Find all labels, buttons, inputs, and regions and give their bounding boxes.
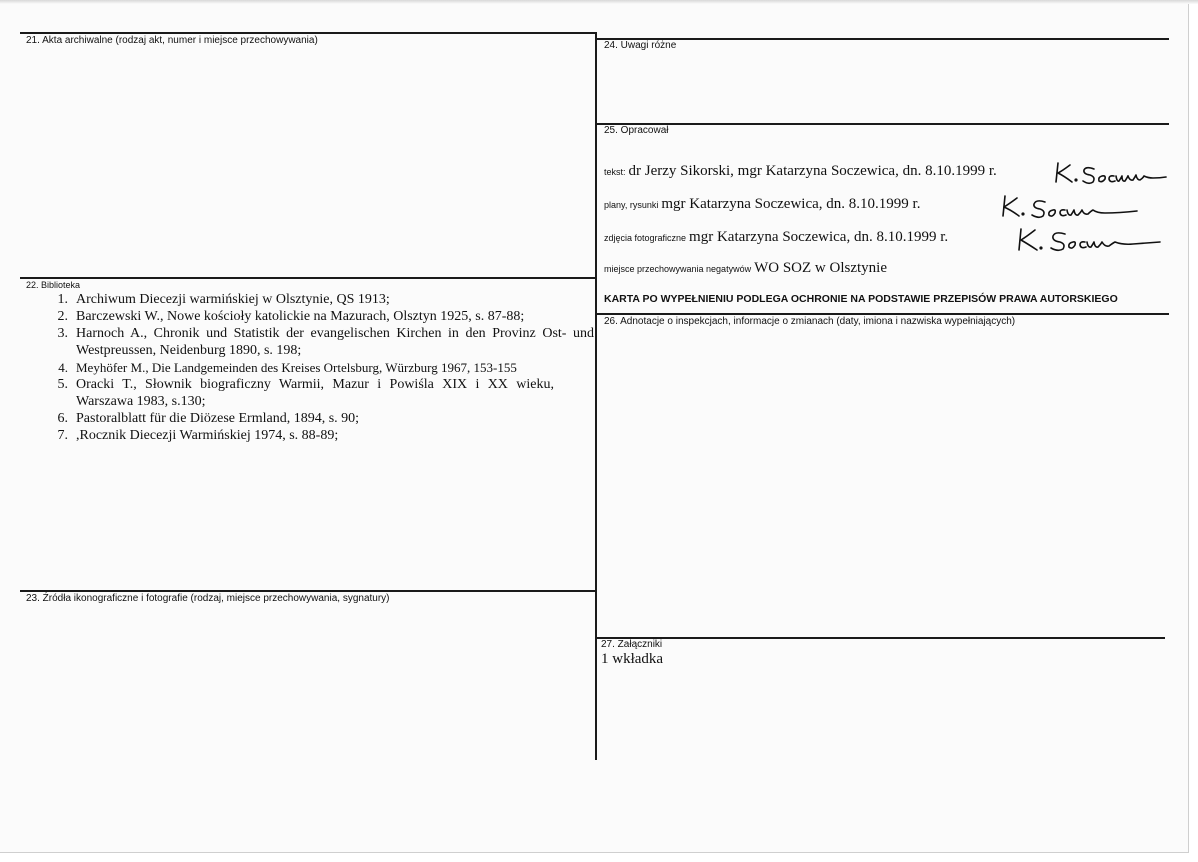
- list-item-number: 3.: [57, 326, 68, 341]
- negatywy-label: miejsce przechowywania negatywów: [604, 264, 752, 274]
- copyright-note: KARTA PO WYPEŁNIENIU PODLEGA OCHRONIE NA PODSTAWIE PRZEPISÓW PRAWA AUTORSKIEGO: [604, 293, 1118, 305]
- zdjecia-label: zdjęcia fotograficzne: [604, 233, 687, 243]
- list-item-text: Oracki T., Słownik biograficzny Warmii, Mazur i Powiśla XIX i XX wieku, Warszawa 1983, s.130;: [76, 377, 554, 409]
- rule-25-top: [597, 123, 1169, 125]
- bibliography-list: [38, 291, 594, 444]
- section-22-label: 22. Biblioteka: [26, 280, 81, 290]
- section-24-label: 24. Uwagi różne: [604, 40, 677, 51]
- tekst-label: tekst:: [604, 167, 626, 177]
- list-item-number: 5.: [57, 377, 68, 392]
- rule-23-top: [20, 590, 596, 592]
- rule-27-top: [597, 637, 1165, 639]
- list-item-text: Harnoch A., Chronik und Statistik der evangelischen Kirchen in den Provinz Ost- und Westpreussen, Neidenburg 1890, s. 198;: [76, 326, 594, 358]
- plany-label: plany, rysunki: [604, 200, 659, 210]
- list-item: [38, 359, 594, 376]
- list-item-text: Archiwum Diecezji warmińskiej w Olsztynie, QS 1913;: [76, 292, 390, 307]
- scan-edge: [0, 0, 1198, 4]
- rule-21-top: [20, 32, 596, 34]
- zdjecia-value: mgr Katarzyna Soczewica, dn. 8.10.1999 r.: [689, 229, 949, 245]
- signature-3: [1013, 225, 1163, 255]
- plany-line: [604, 196, 920, 213]
- tekst-value: dr Jerzy Sikorski, mgr Katarzyna Soczewica, dn. 8.10.1999 r.: [628, 163, 997, 179]
- list-item: [38, 291, 594, 308]
- list-item-text: ,Rocznik Diecezji Warmińskiej 1974, s. 88-89;: [76, 428, 339, 443]
- list-item: [38, 427, 594, 444]
- list-item-number: 1.: [57, 292, 68, 307]
- signature-2: [993, 192, 1145, 222]
- signature-1: [1052, 160, 1170, 186]
- list-item-number: 6.: [57, 411, 68, 426]
- column-divider: [595, 32, 597, 760]
- list-item-text: Barczewski W., Nowe kościoły katolickie na Mazurach, Olsztyn 1925, s. 87-88;: [76, 309, 525, 324]
- plany-value: mgr Katarzyna Soczewica, dn. 8.10.1999 r.: [661, 196, 921, 212]
- list-item-text: Pastoralblatt für die Diözese Ermland, 1894, s. 90;: [76, 411, 360, 426]
- rule-22-top: [20, 277, 596, 279]
- list-item: [38, 376, 594, 410]
- list-item: [38, 410, 594, 427]
- section-23-label: 23. Źródła ikonograficzne i fotografie (rodzaj, miejsce przechowywania, sygnatury): [26, 593, 390, 604]
- rule-26-top: [597, 313, 1169, 315]
- list-item-number: 2.: [57, 309, 68, 324]
- negatywy-value: WO SOZ w Olsztynie: [754, 260, 887, 276]
- tekst-line: [604, 163, 997, 180]
- section-21-label: 21. Akta archiwalne (rodzaj akt, numer i miejsce przechowywania): [26, 35, 318, 46]
- attachments-value: 1 wkładka: [601, 651, 664, 667]
- list-item: [38, 325, 594, 359]
- section-25-label: 25. Opracował: [604, 125, 669, 136]
- negatywy-line: [604, 260, 887, 277]
- list-item: [38, 308, 594, 325]
- zdjecia-line: [604, 229, 948, 246]
- section-26-label: 26. Adnotacje o inspekcjach, informacje o zmianach (daty, imiona i nazwiska wypełniających): [604, 316, 1016, 327]
- section-27-label: 27. Załączniki: [601, 639, 663, 650]
- list-item-number: 4.: [58, 360, 68, 375]
- list-item-number: 7.: [57, 428, 68, 443]
- rule-24-top: [597, 38, 1169, 40]
- list-item-text: Meyhöfer M., Die Landgemeinden des Kreises Ortelsburg, Würzburg 1967, 153-155: [76, 360, 517, 375]
